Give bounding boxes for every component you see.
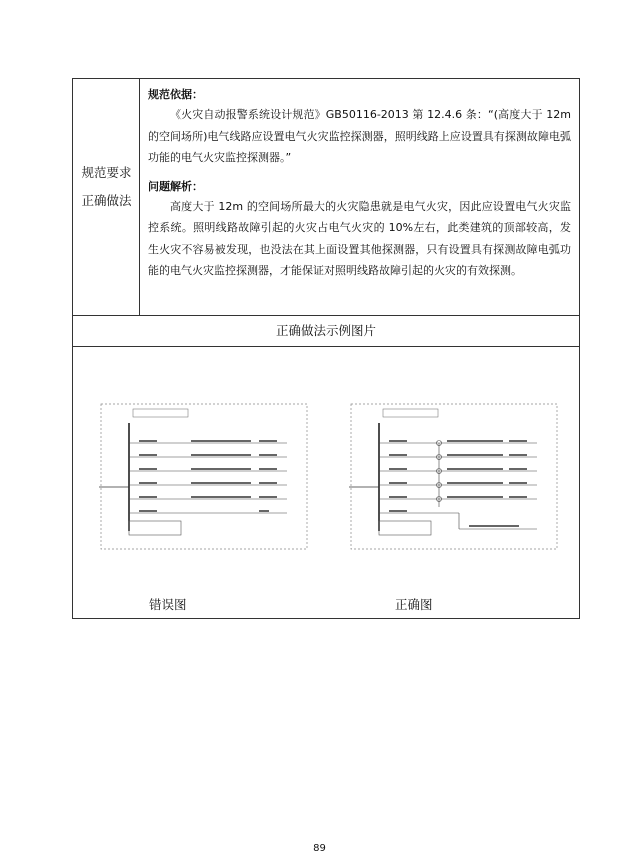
wrong-diagram [99, 403, 309, 551]
requirement-row [73, 79, 579, 316]
correct-diagram [349, 403, 559, 551]
correct-caption: 正确图 [395, 597, 433, 612]
wrong-caption: 错误图 [149, 597, 187, 612]
label-requirement: 规范要求 [81, 165, 132, 180]
basis-text: 《火灾自动报警系统设计规范》GB50116-2013 第 12.4.6 条：“(高度大于 12m 的空间场所)电气线路应设置电气火灾监控探测器，照明线路上应设置具有探测故障电弧功能的电气火灾监控探测器。” [148, 108, 571, 164]
analysis-text: 高度大于 12m 的空间场所最大的火灾隐患就是电气火灾，因此应设置电气火灾监控系统。照明线路故障引起的火灾占电气火灾的 10%左右，此类建筑的顶部较高，发生火灾不容易被发现，也没法在其上面设置其他探测器，只有设置具有探测故障电弧功能的电气火灾监控探测器，才能保证对照明线路故障引起的火灾的有效探测。 [148, 199, 571, 277]
row-label-cell [73, 79, 140, 315]
label-correct-practice: 正确做法 [81, 193, 132, 208]
analysis-heading: 问题解析： [148, 179, 203, 193]
example-header: 正确做法示例图片 [73, 316, 579, 347]
basis-heading: 规范依据： [148, 88, 203, 101]
page-number: 89 [313, 843, 326, 854]
content-cell [140, 79, 579, 315]
requirements-table [72, 78, 580, 619]
example-images [73, 347, 579, 618]
